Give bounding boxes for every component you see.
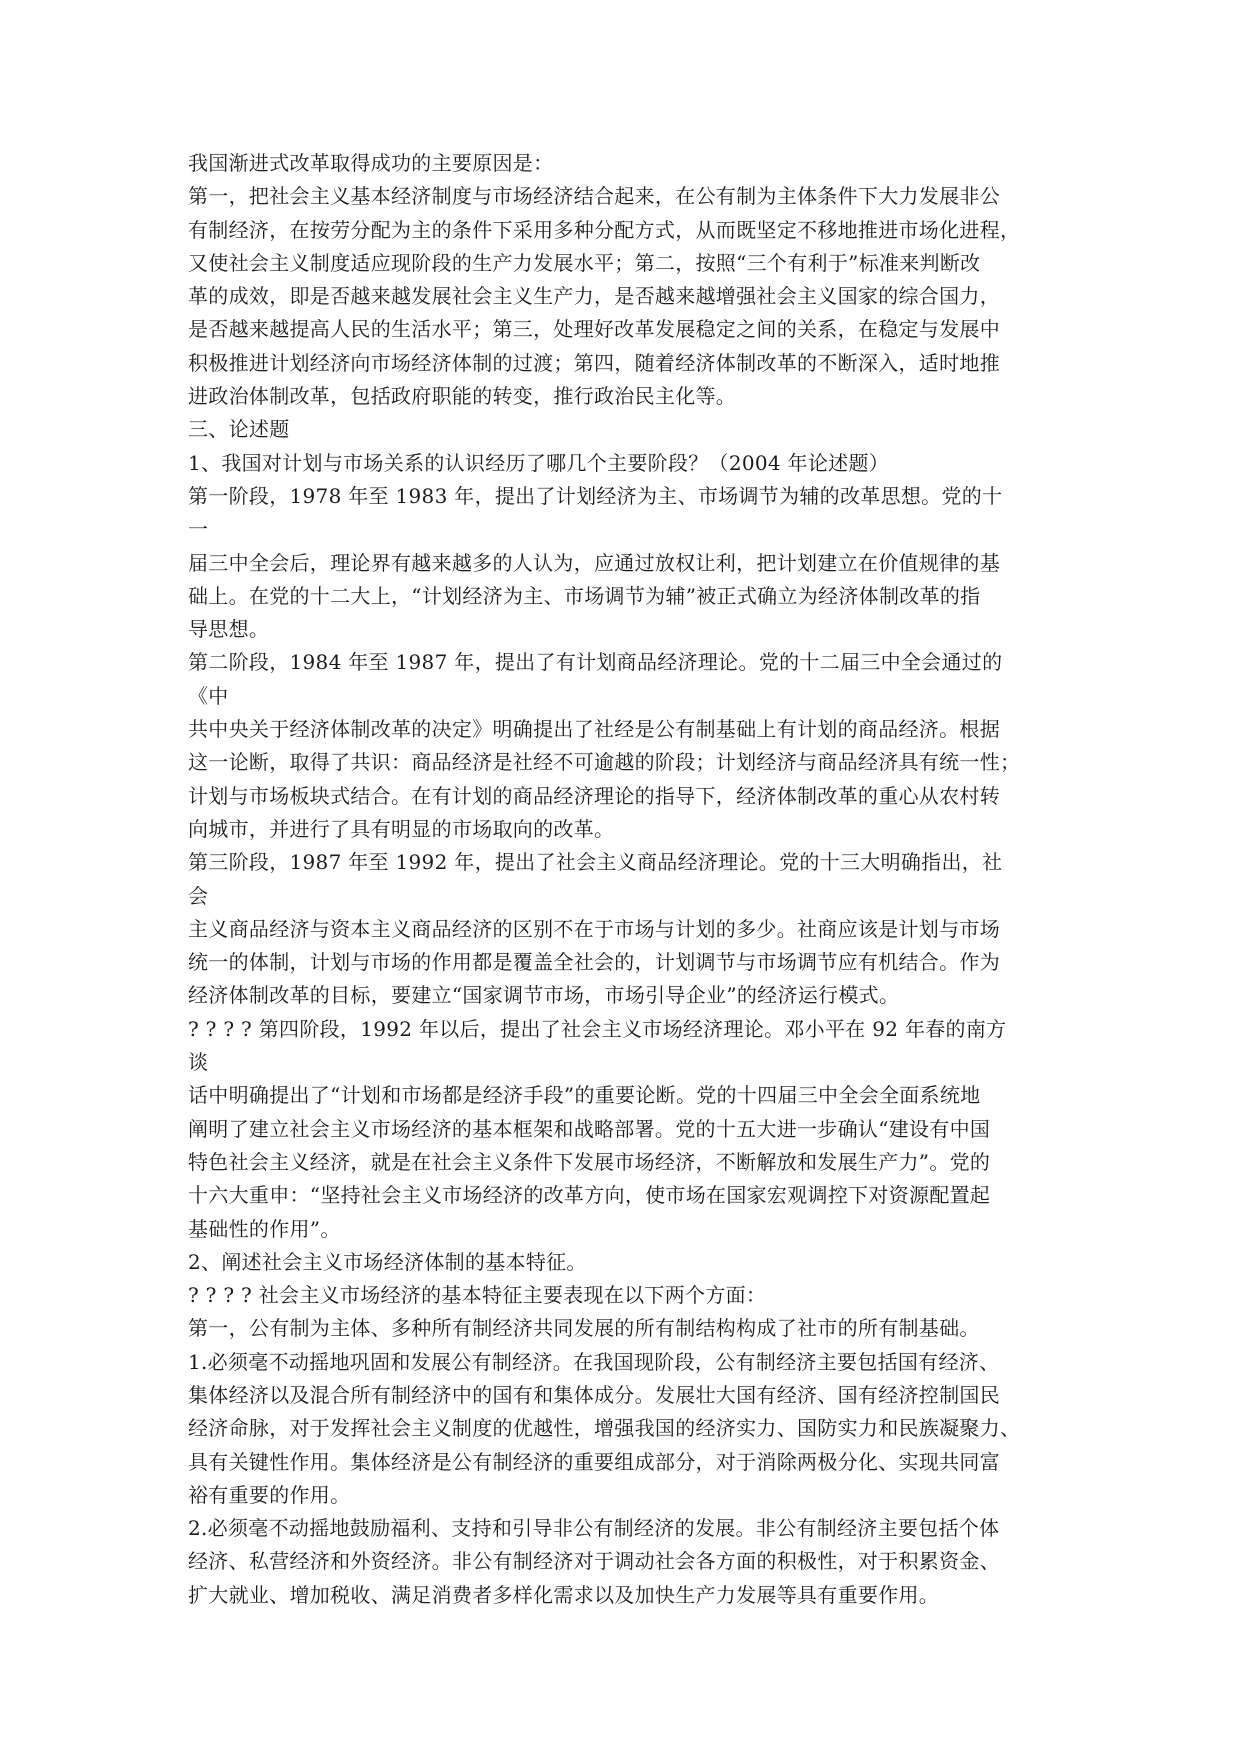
text-line: 第三阶段，1987 年至 1992 年，提出了社会主义商品经济理论。党的十三大明确指出，社	[188, 850, 1003, 875]
text-line: 1.必须毫不动摇地巩固和发展公有制经济。在我国现阶段，公有制经济主要包括国有经济、	[188, 1349, 1000, 1374]
text-line: 共中央关于经济体制改革的决定》明确提出了社经是公有制基础上有计划的商品经济。根据	[188, 717, 1000, 742]
text-line: 基础性的作用”。	[188, 1216, 341, 1241]
text-line: ? ? ? ? 第四阶段，1992 年以后，提出了社会主义市场经济理论。邓小平在 92 年春的南方	[188, 1016, 1007, 1041]
text-line: 第一，公有制为主体、多种所有制经济共同发展的所有制结构构成了社市的所有制基础。	[188, 1316, 980, 1341]
text-line: 扩大就业、增加税收、满足消费者多样化需求以及加快生产力发展等具有重要作用。	[188, 1582, 940, 1607]
text-line: 是否越来越提高人民的生活水平；第三，处理好改革发展稳定之间的关系，在稳定与发展中	[188, 317, 1000, 342]
text-line: 经济命脉，对于发挥社会主义制度的优越性，增强我国的经济实力、国防实力和民族凝聚力、	[188, 1416, 1021, 1441]
text-line: 集体经济以及混合所有制经济中的国有和集体成分。发展壮大国有经济、国有经济控制国民	[188, 1382, 1000, 1407]
text-line: 又使社会主义制度适应现阶段的生产力发展水平；第二，按照“三个有利于”标准来判断改	[188, 250, 981, 275]
text-line: 十六大重申：“坚持社会主义市场经济的改革方向，使市场在国家宏观调控下对资源配置起	[188, 1183, 991, 1208]
text-line: 第二阶段，1984 年至 1987 年，提出了有计划商品经济理论。党的十二届三中全会通过的	[188, 650, 1003, 675]
text-line: 第一，把社会主义基本经济制度与市场经济结合起来，在公有制为主体条件下大力发展非公	[188, 184, 1000, 209]
text-line: 话中明确提出了“计划和市场都是经济手段”的重要论断。党的十四届三中全会全面系统地	[188, 1083, 981, 1108]
text-line: 谈	[188, 1050, 209, 1075]
text-line: 一	[188, 517, 209, 542]
text-line: 第一阶段，1978 年至 1983 年，提出了计划经济为主、市场调节为辅的改革思想。党的十	[188, 483, 1003, 508]
text-line: 经济、私营经济和外资经济。非公有制经济对于调动社会各方面的积极性，对于积累资金、	[188, 1549, 1000, 1574]
section-heading: 三、论述题	[188, 417, 290, 442]
text-line: 2.必须毫不动摇地鼓励福利、支持和引导非公有制经济的发展。非公有制经济主要包括个体	[188, 1516, 1000, 1541]
text-line: 革的成效，即是否越来越发展社会主义生产力，是否越来越增强社会主义国家的综合国力，	[188, 284, 1000, 309]
text-line: 统一的体制，计划与市场的作用都是覆盖全社会的，计划调节与市场调节应有机结合。作为	[188, 950, 1000, 975]
document-body	[188, 147, 1068, 1612]
text-line: 《中	[188, 683, 229, 708]
text-line: 阐明了建立社会主义市场经济的基本框架和战略部署。党的十五大进一步确认“建设有中国	[188, 1116, 991, 1141]
text-line: 导思想。	[188, 617, 270, 642]
text-line: 具有关键性作用。集体经济是公有制经济的重要组成部分，对于消除两极分化、实现共同富	[188, 1449, 1000, 1474]
text-line: 经济体制改革的目标，要建立“国家调节市场，市场引导企业”的经济运行模式。	[188, 983, 900, 1008]
text-line: 届三中全会后，理论界有越来越多的人认为，应通过放权让利，把计划建立在价值规律的基	[188, 550, 1000, 575]
question-heading: 2、阐述社会主义市场经济体制的基本特征。	[188, 1249, 587, 1274]
text-line: 我国渐进式改革取得成功的主要原因是：	[188, 151, 554, 175]
question-heading: 1、我国对计划与市场关系的认识经历了哪几个主要阶段？（2004 年论述题）	[188, 450, 890, 475]
text-line: 主义商品经济与资本主义商品经济的区别不在于市场与计划的多少。社商应该是计划与市场	[188, 916, 1000, 941]
text-line: 础上。在党的十二大上，“计划经济为主、市场调节为辅”被正式确立为经济体制改革的指	[188, 583, 981, 608]
text-line: 裕有重要的作用。	[188, 1482, 351, 1507]
text-line: 积极推进计划经济向市场经济体制的过渡；第四，随着经济体制改革的不断深入，适时地推	[188, 350, 1000, 375]
text-line: 向城市，并进行了具有明显的市场取向的改革。	[188, 816, 615, 841]
text-line: 有制经济，在按劳分配为主的条件下采用多种分配方式，从而既坚定不移地推进市场化进程，	[188, 217, 1021, 242]
text-line: 这一论断，取得了共识：商品经济是社经不可逾越的阶段；计划经济与商品经济具有统一性；	[188, 750, 1021, 775]
text-line: 进政治体制改革，包括政府职能的转变，推行政治民主化等。	[188, 384, 737, 409]
text-line: ? ? ? ? 社会主义市场经济的基本特征主要表现在以下两个方面：	[188, 1283, 767, 1308]
text-line: 会	[188, 883, 209, 908]
text-line: 特色社会主义经济，就是在社会主义条件下发展市场经济，不断解放和发展生产力”。党的	[188, 1149, 991, 1174]
text-line: 计划与市场板块式结合。在有计划的商品经济理论的指导下，经济体制改革的重心从农村转	[188, 783, 1000, 808]
